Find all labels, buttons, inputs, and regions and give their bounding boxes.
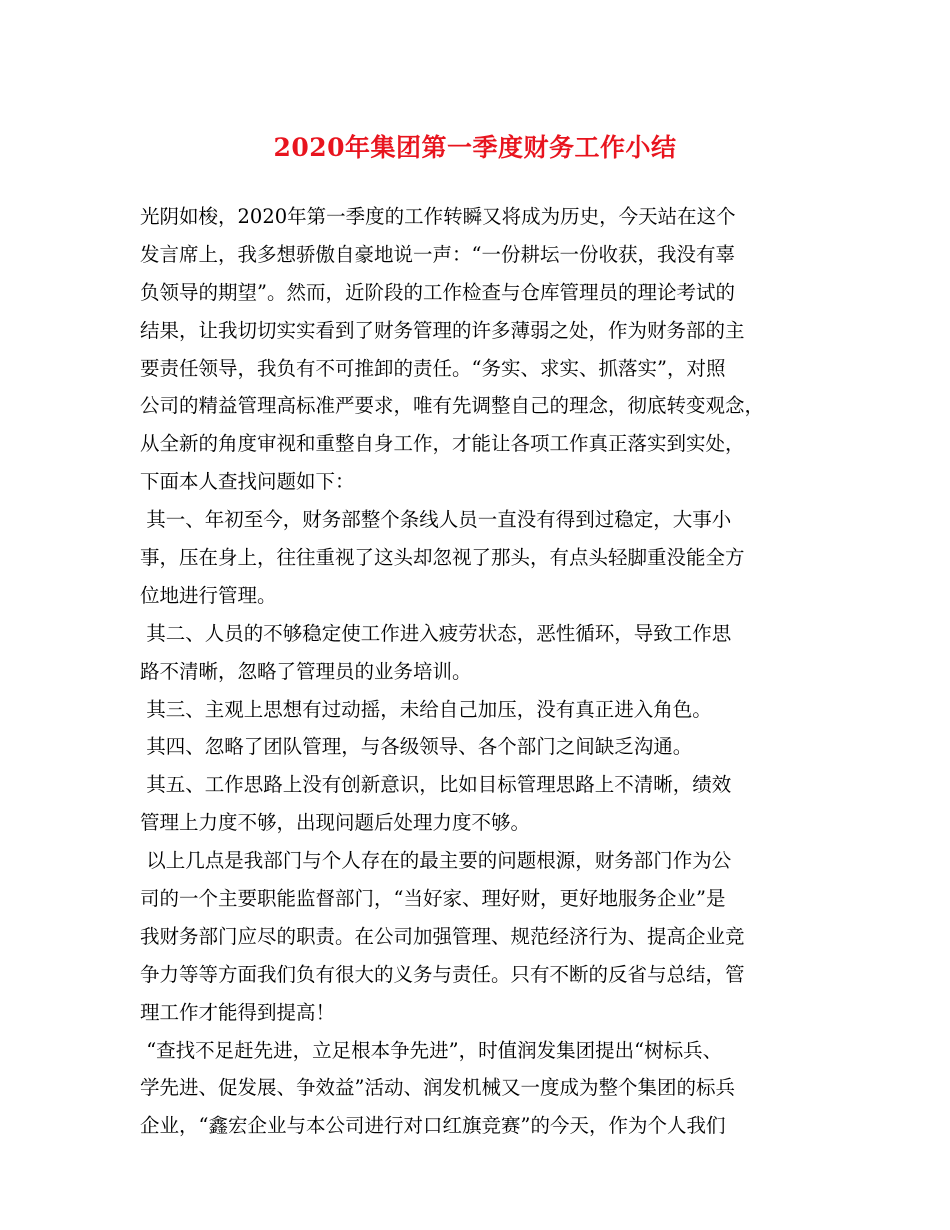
text-line: 其一、年初至今，财务部整个条线人员一直没有得到过稳定，大事小 — [140, 508, 732, 532]
text-line: 司的一个主要职能监督部门，“当好家、理好财，更好地服务企业”是 — [140, 887, 726, 911]
document-body — [140, 198, 840, 1145]
text-line: 事，压在身上，往往重视了这头却忽视了那头，有点头轻脚重没能全方 — [140, 546, 745, 570]
text-line: 从全新的角度审视和重整自身工作，才能让各项工作真正落实到实处， — [140, 432, 745, 456]
text-line: 其三、主观上思想有过动摇，未给自己加压，没有真正进入角色。 — [140, 697, 712, 721]
text-line: 学先进、促发展、争效益”活动、润发机械又一度成为整个集团的标兵 — [140, 1076, 735, 1100]
text-line: 下面本人查找问题如下： — [140, 470, 355, 494]
text-line: 负领导的期望”。然而，近阶段的工作检查与仓库管理员的理论考试的 — [140, 280, 735, 304]
text-line: 光阴如梭，2020年第一季度的工作转瞬又将成为历史，今天站在这个 — [140, 205, 736, 228]
text-line: 发言席上，我多想骄傲自豪地说一声：“一份耕坛一份收获，我没有辜 — [140, 242, 735, 266]
text-line: 理工作才能得到提高！ — [140, 1000, 336, 1024]
text-line: 其四、忽略了团队管理，与各级领导、各个部门之间缺乏沟通。 — [140, 735, 693, 759]
text-line: 结果，让我切切实实看到了财务管理的许多薄弱之处，作为财务部的主 — [140, 318, 745, 342]
text-line: 管理上力度不够，出现问题后处理力度不够。 — [140, 811, 531, 835]
text-line: 其五、工作思路上没有创新意识，比如目标管理思路上不清晰，绩效 — [140, 773, 732, 797]
text-line: 企业，“鑫宏企业与本公司进行对口红旗竞赛”的今天，作为个人我们 — [140, 1114, 726, 1138]
text-line: 我财务部门应尽的职责。在公司加强管理、规范经济行为、提高企业竞 — [140, 924, 745, 948]
text-line: “查找不足赶先进，立足根本争先进”，时值润发集团提出“树标兵、 — [140, 1038, 723, 1062]
document-title: 2020年集团第一季度财务工作小结 — [273, 133, 677, 162]
text-line: 路不清晰，忽略了管理员的业务培训。 — [140, 659, 472, 683]
text-line: 争力等等方面我们负有很大的义务与责任。只有不断的反省与总结，管 — [140, 962, 745, 986]
text-line: 以上几点是我部门与个人存在的最主要的问题根源，财务部门作为公 — [140, 849, 732, 873]
text-line: 公司的精益管理高标准严要求，唯有先调整自己的理念，彻底转变观念， — [140, 394, 765, 418]
text-line: 要责任领导，我负有不可推卸的责任。“务实、求实、抓落实”，对照 — [140, 356, 726, 380]
text-line: 其二、人员的不够稳定使工作进入疲劳状态，恶性循环，导致工作思 — [140, 621, 732, 645]
text-line: 位地进行管理。 — [140, 583, 277, 607]
